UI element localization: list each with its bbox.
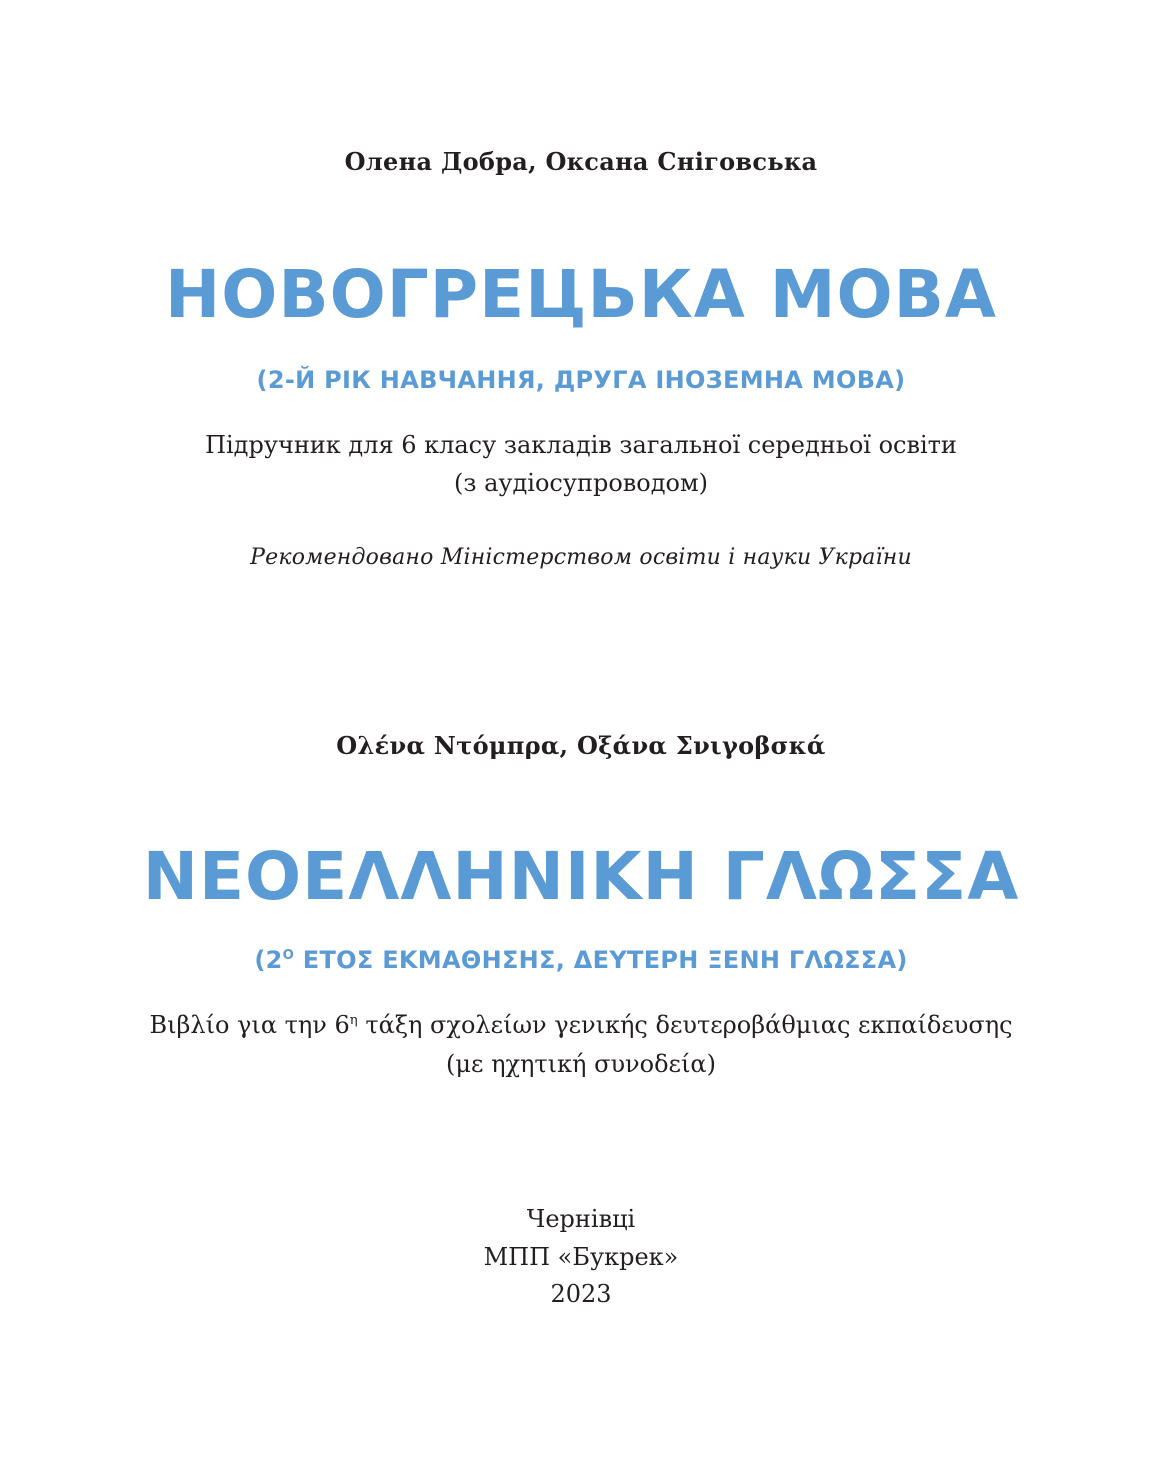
imprint-year: 2023: [550, 1280, 612, 1308]
greek-authors: Ολένα Ντόμπρα, Οξάνα Σνιγοβσκά: [336, 731, 826, 760]
ukrainian-recommendation: Рекомендовано Міністерством освіти і науки України: [250, 545, 912, 570]
imprint-city: Чернівці: [526, 1205, 636, 1233]
ukrainian-subtitle: (2-Й РІК НАВЧАННЯ, ДРУГА ІНОЗЕМНА МОВА): [256, 366, 906, 394]
greek-description-prefix: Βιβλίο για την 6: [149, 1011, 350, 1039]
greek-description-line2: (με ηχητική συνοδεία): [446, 1050, 716, 1078]
greek-subtitle-superscript: Ο: [282, 948, 295, 963]
ukrainian-authors: Олена Добра, Оксана Сніговська: [344, 147, 818, 176]
greek-description-rest: τάξη σχολείων γενικής δευτεροβάθμιας εκπαίδευσης: [357, 1011, 1013, 1039]
greek-description-line1: [0, 1011, 1162, 1039]
greek-subtitle-rest: ΕΤΟΣ ΕΚΜΑΘΗΣΗΣ, ΔΕΥΤΕΡΗ ΞΕΝΗ ΓΛΩΣΣΑ): [294, 946, 908, 974]
imprint-publisher: МПП «Букрек»: [483, 1243, 679, 1271]
greek-description-superscript: η: [349, 1013, 358, 1028]
ukrainian-description-line1: Підручник для 6 класу закладів загальної середньої освіти: [205, 431, 957, 459]
ukrainian-title: НОВОГРЕЦЬКА МОВА: [165, 256, 997, 333]
greek-subtitle-prefix: (2: [254, 946, 283, 974]
greek-subtitle: [0, 946, 1162, 974]
greek-title: ΝΕΟΕΛΛΗΝΙΚΗ ΓΛΩΣΣΑ: [142, 838, 1020, 915]
ukrainian-description-line2: (з аудіосупроводом): [453, 469, 708, 497]
